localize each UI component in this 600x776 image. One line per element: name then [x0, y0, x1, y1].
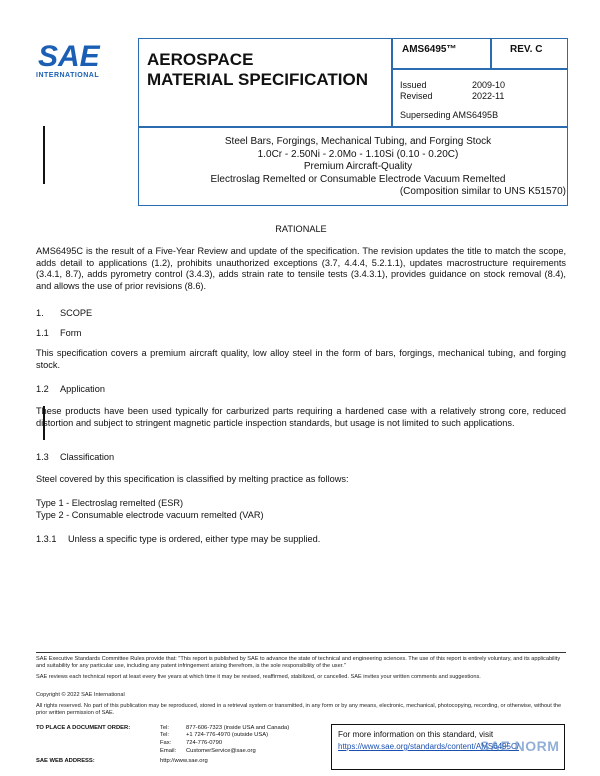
tel-value: 877-606-7323 (inside USA and Canada): [186, 725, 290, 731]
issued-label: Issued: [400, 80, 427, 90]
subject-line: (Composition similar to UNS K51570): [399, 186, 566, 197]
type-2-text: Type 2 - Consumable electrode vacuum remelted (VAR): [36, 510, 264, 520]
section-heading: 1.2 Application: [36, 384, 105, 394]
svg-text:SAE: SAE: [38, 40, 100, 73]
revised-date: 2022-11: [472, 91, 505, 101]
rights-text: All rights reserved. No part of this publication may be reproduced, stored in a retrieval system or transmitted, in any form or by any means, electronic, mechanical, photocopying, recording, or otherwise, without the prior written permission of SAE.: [36, 703, 562, 716]
email-value[interactable]: CustomerService@sae.org: [186, 748, 256, 754]
order-label: TO PLACE A DOCUMENT ORDER:: [36, 725, 131, 731]
type-1-text: Type 1 - Electroslag remelted (ESR): [36, 498, 184, 508]
classification-text: Steel covered by this specification is classified by melting practice as follows:: [36, 474, 349, 484]
rationale-text: AMS6495C is the result of a Five-Year Review and update of the specification. The revision updates the title to match the scope, adds detail to applications (1.2), prohibits unauthorized exceptions (3.7, 4.4.4, 5.2.1.1), updates macrostructure requirements (3.4.1, 8.7), adds pyrometry control (3.4.3), adds strain rate to tensile tests (3.4.3.1), provides guidance on stock removal (8.4), and allows the use of prior revisions (8.6).: [36, 246, 566, 291]
document-number: AMS6495™: [402, 44, 457, 55]
tel2-label: Tel:: [160, 732, 170, 738]
subject-line: Steel Bars, Forgings, Mechanical Tubing, and Forging Stock: [224, 136, 492, 147]
fax-label: Fax:: [160, 740, 172, 746]
subject-line: 1.0Cr - 2.50Ni - 2.0Mo - 1.10Si (0.10 - 0.20C): [257, 148, 459, 160]
fax-value: 724-776-0790: [186, 740, 223, 746]
logo-org-text: INTERNATIONAL: [36, 72, 100, 79]
superseding-text: Superseding AMS6495B: [400, 110, 499, 120]
watermark: SAE NORM: [480, 738, 560, 754]
web-link[interactable]: http://www.sae.org: [160, 758, 208, 764]
tel2-value: +1 724-776-4970 (outside USA): [186, 732, 269, 738]
copyright-text: Copyright © 2022 SAE International: [36, 692, 125, 698]
footer-divider: [36, 652, 566, 653]
subject-line: Premium Aircraft-Quality: [303, 161, 413, 172]
application-text: These products have been used typically for carburized parts requiring a hardened case with a relatively strong core, reduced distortion and subject to stringent magnetic particle inspection standards, but usage is not limited to such applications.: [36, 406, 566, 428]
standard-link[interactable]: https://www.sae.org/standards/content/AMS6495C/: [338, 742, 519, 751]
footer-rules-text: SAE Executive Standards Committee Rules provide that: "This report is published by SAE to advance the state of technical and engineering sciences. The use of this report is entirely voluntary, and its applicability and suitability for any particular use, including any patent infringement arising therefrom, is the sole responsibility of the user.": [36, 656, 561, 669]
section-heading: 1.3 Classification: [36, 452, 115, 462]
rationale-heading: RATIONALE: [275, 224, 327, 234]
tel-label: Tel:: [160, 725, 170, 731]
section-heading: 1.1 Form: [36, 328, 82, 338]
form-text: This specification covers a premium aircraft quality, low alloy steel in the form of bars, forgings, mechanical tubing, and forging stock.: [36, 348, 566, 370]
email-label: Email:: [160, 748, 177, 754]
change-bar: [43, 126, 45, 184]
more-info-text: For more information on this standard, visit: [338, 730, 494, 739]
subject-line: Electroslag Remelted or Consumable Electrode Vacuum Remelted: [210, 173, 506, 185]
subject-block: [150, 136, 566, 199]
subsection-1-3-1: 1.3.1 Unless a specific type is ordered, either type may be supplied.: [36, 534, 321, 544]
issued-date: 2009-10: [472, 80, 506, 90]
page-title: AEROSPACE MATERIAL SPECIFICATION: [147, 50, 368, 89]
revision-label: REV. C: [510, 44, 543, 55]
revised-label: Revised: [400, 91, 433, 101]
web-label: SAE WEB ADDRESS:: [36, 758, 95, 764]
section-heading: 1. SCOPE: [36, 308, 93, 318]
footer-review-text: SAE reviews each technical report at least every five years at which time it may be revised, reaffirmed, stabilized, or cancelled. SAE invites your written comments and suggestions.: [36, 674, 481, 680]
